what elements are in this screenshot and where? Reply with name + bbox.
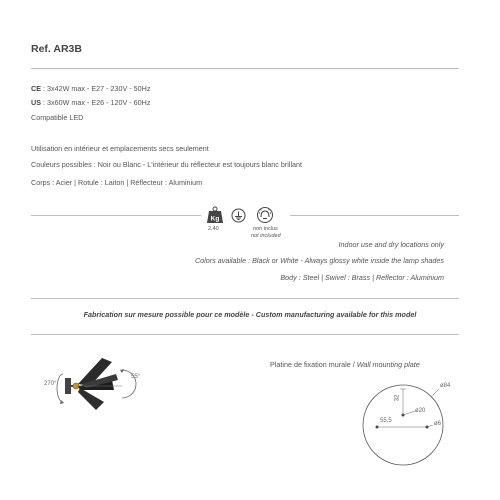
plate-title-fr: Platine de fixation murale [270,360,351,369]
earth-ground-icon [231,208,246,223]
plate-width-55: 55,5 [380,418,392,424]
icons-divider-left [31,215,201,216]
bulb-dimmable-icon [256,206,274,224]
weight-unit: Kg [210,215,220,223]
custom-manufacturing: Fabrication sur mesure possible pour ce modèle - Custom manufacturing available for this model [83,310,417,319]
english-colors: Colors available : Black or White - Always glossy white inside the lamp shades [194,256,444,265]
plate-title [270,360,420,369]
plate-title-en: Wall mounting plate [356,360,420,369]
bulb-note-fr: non inclus [253,226,278,232]
custom-divider-top [31,298,459,299]
header-divider [31,68,459,69]
spec-us-text: : 3x60W max - E26 - 120V - 60Hz [41,98,151,107]
icons-divider-right [290,215,459,216]
lamp-rotation-diagram [30,350,160,410]
english-body: Body : Steel | Swivel : Brass | Reflector : Aluminium [280,273,444,282]
spec-ce-label: CE [31,84,41,93]
weight-icon [206,206,224,224]
plate-diameter-6: ø6 [434,421,442,427]
bulb-note-en: not included [251,233,281,239]
english-usage: Indoor use and dry locations only [338,240,444,249]
spec-led: Compatible LED [31,113,84,122]
plate-diameter-20: ø20 [415,408,426,414]
spec-ce-text: : 3x42W max - E27 - 230V - 50Hz [41,84,151,93]
custom-divider-bottom [31,334,459,335]
spec-us-label: US [31,98,41,107]
plate-title-sep: / [350,360,357,369]
plate-diameter-84: ø84 [440,383,451,389]
reference-title: Ref. AR3B [31,43,82,55]
tilt-angle: 55° [131,374,141,380]
spec-ce [31,84,150,93]
plate-height-32: 32 [394,394,401,402]
french-body: Corps : Acier | Rotule : Laiton | Réflecteur : Aluminium [31,178,203,187]
french-colors: Couleurs possibles : Noir ou Blanc - L'intérieur du réflecteur est toujours blanc brillant [31,160,303,169]
spec-us [31,98,150,107]
rotation-angle: 270° [44,381,57,387]
french-usage: Utilisation en intérieur et emplacements secs seulement [31,144,209,153]
weight-value: 2,40 [208,226,219,232]
